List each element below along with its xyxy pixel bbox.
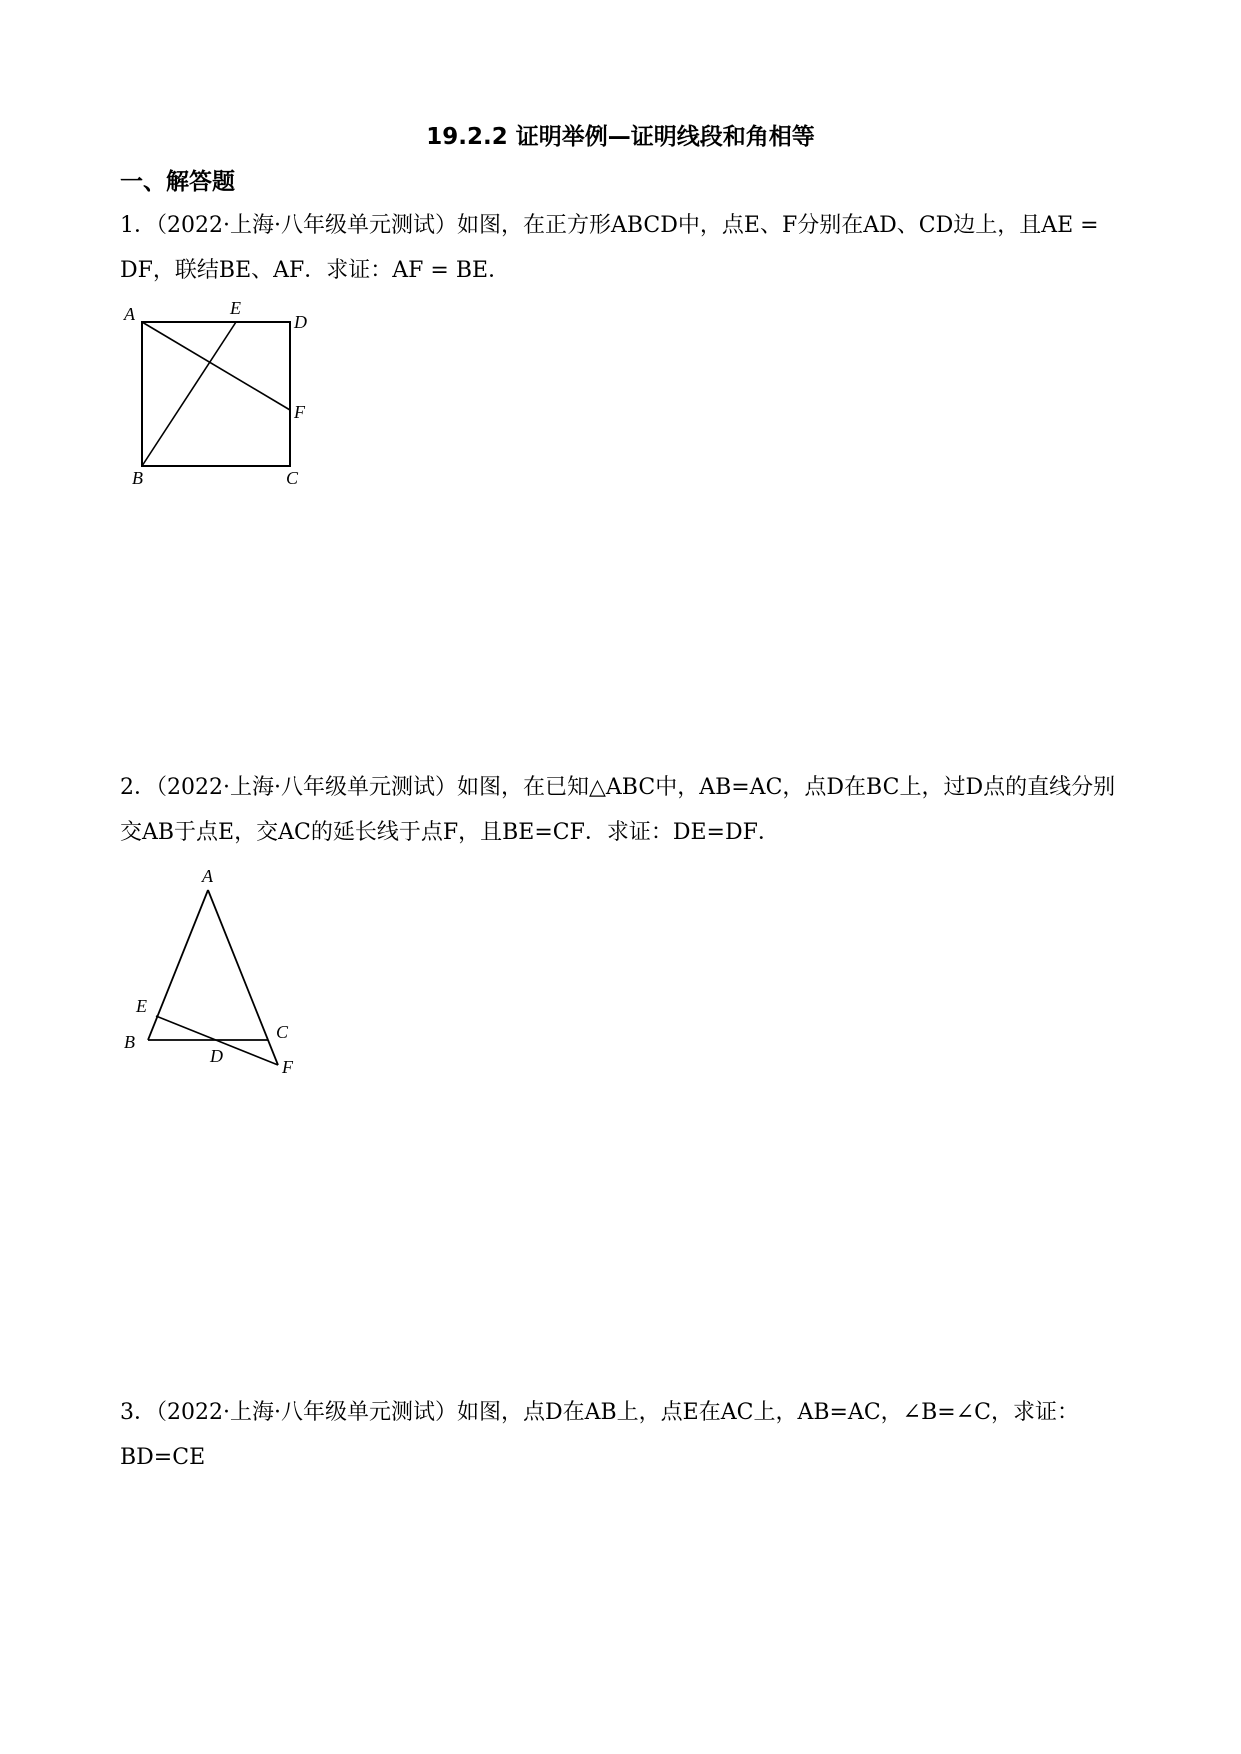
- square-figure: [118, 298, 318, 488]
- label-c: C: [286, 468, 299, 488]
- question-2-text: 2．（2022·上海·八年级单元测试）如图，在已知△ABC中，AB=AC，点D在BC上，过D点的直线分别交AB于点E，交AC的延长线于点F，且BE=CF．求证：DE=DF．: [120, 775, 1116, 845]
- label-f: F: [282, 1057, 293, 1077]
- label-c: C: [276, 1022, 289, 1042]
- label-e: E: [230, 298, 241, 318]
- segment-be: [142, 322, 236, 466]
- label-e: E: [136, 996, 147, 1016]
- side-ab: [148, 890, 208, 1040]
- segment-af: [142, 322, 290, 410]
- label-d: D: [210, 1046, 223, 1066]
- section-heading: 一、解答题: [120, 169, 235, 195]
- question-1-text: 1．（2022·上海·八年级单元测试）如图，在正方形ABCD中，点E、F分别在AD、CD边上，且AE = DF，联结BE、AF．求证：AF = BE．: [120, 213, 1099, 283]
- side-af: [208, 890, 278, 1065]
- label-f: F: [294, 402, 305, 422]
- label-a: A: [202, 866, 213, 886]
- page-title: 19.2.2 证明举例—证明线段和角相等: [426, 124, 815, 150]
- question-3-text: 3．（2022·上海·八年级单元测试）如图，点D在AB上，点E在AC上，AB=AC，∠B=∠C，求证：BD=CE: [120, 1400, 1079, 1470]
- triangle-figure: [118, 860, 318, 1080]
- label-d: D: [294, 312, 307, 332]
- square-abcd: [142, 322, 290, 466]
- label-b: B: [132, 468, 143, 488]
- label-b: B: [124, 1032, 135, 1052]
- label-a: A: [124, 304, 135, 324]
